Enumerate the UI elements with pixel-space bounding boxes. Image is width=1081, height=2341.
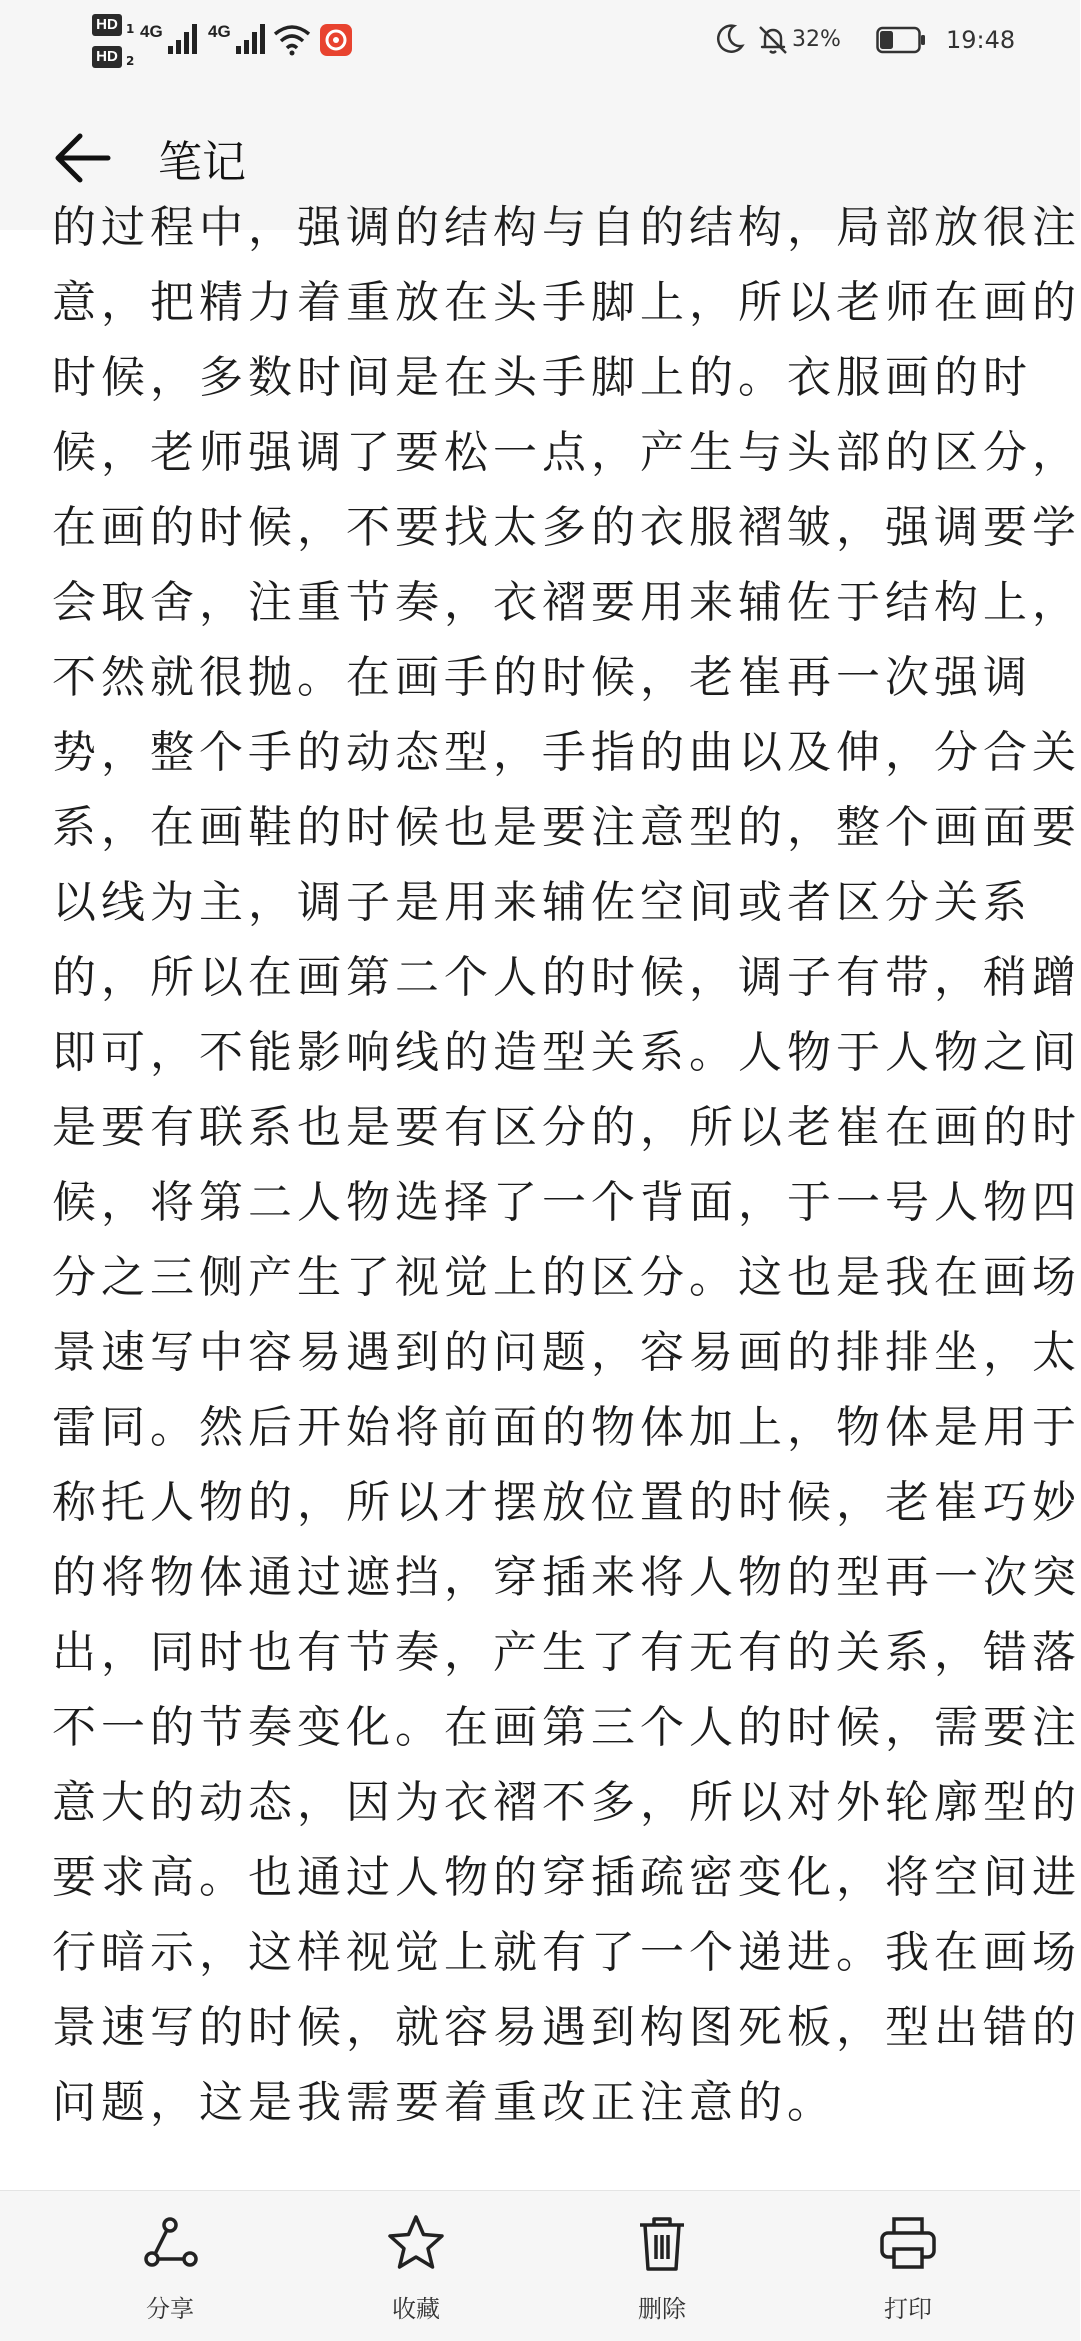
star-icon bbox=[384, 2211, 448, 2275]
signal-icon bbox=[234, 22, 268, 56]
back-arrow-icon bbox=[50, 126, 114, 190]
back-button[interactable] bbox=[50, 126, 114, 190]
print-label: 打印 bbox=[884, 2295, 932, 2323]
sim1-hd-badge: HD bbox=[92, 14, 122, 36]
note-line: 会取舍，注重节奏，衣褶要用来辅佐于结构上， bbox=[52, 577, 1081, 628]
note-line: 以线为主，调子是用来辅佐空间或者区分关系 bbox=[52, 877, 1032, 928]
note-line: 是要有联系也是要有区分的，所以老崔在画的时 bbox=[52, 1102, 1081, 1153]
note-line: 的过程中，强调的结构与自的结构，局部放很注 bbox=[52, 202, 1081, 253]
note-line: 时候，多数时间是在头手脚上的。衣服画的时 bbox=[52, 352, 1032, 403]
note-line: 势，整个手的动态型，手指的曲以及伸，分合关 bbox=[52, 727, 1081, 778]
note-line: 不然就很抛。在画手的时候，老崔再一次强调 bbox=[52, 652, 1032, 703]
mute-icon bbox=[756, 23, 790, 57]
share-label: 分享 bbox=[146, 2295, 194, 2323]
note-content[interactable] bbox=[0, 202, 1081, 2190]
note-line: 意，把精力着重放在头手脚上，所以老师在画的 bbox=[52, 277, 1081, 328]
battery-icon bbox=[876, 25, 926, 55]
note-line: 称托人物的，所以才摆放位置的时候，老崔巧妙 bbox=[52, 1477, 1081, 1528]
wifi-icon bbox=[272, 22, 312, 56]
note-line: 系，在画鞋的时候也是要注意型的，整个画面要 bbox=[52, 802, 1081, 853]
share-icon bbox=[138, 2211, 202, 2275]
trash-icon bbox=[630, 2211, 694, 2275]
favorite-label: 收藏 bbox=[392, 2295, 440, 2323]
note-line: 景速写的时候，就容易遇到构图死板，型出错的 bbox=[52, 2002, 1081, 2053]
app-notification-icon bbox=[320, 24, 352, 56]
print-button[interactable] bbox=[828, 2211, 988, 2331]
share-button[interactable] bbox=[90, 2211, 250, 2331]
note-line: 即可，不能影响线的造型关系。人物于人物之间 bbox=[52, 1027, 1081, 1078]
note-line: 的，所以在画第二个人的时候，调子有带，稍蹭 bbox=[52, 952, 1081, 1003]
status-bar bbox=[0, 0, 1080, 80]
sim1-number: 1 bbox=[126, 22, 135, 36]
clock: 19:48 bbox=[946, 26, 1016, 54]
note-line: 行暗示，这样视觉上就有了一个递进。我在画场 bbox=[52, 1927, 1081, 1978]
favorite-button[interactable] bbox=[336, 2211, 496, 2331]
note-line: 在画的时候，不要找太多的衣服褶皱，强调要学 bbox=[52, 502, 1081, 553]
delete-button[interactable] bbox=[582, 2211, 742, 2331]
delete-label: 删除 bbox=[638, 2295, 686, 2323]
signal-icon bbox=[166, 22, 200, 56]
note-text bbox=[52, 190, 1081, 2140]
note-line: 问题，这是我需要着重改正注意的。 bbox=[52, 2077, 836, 2128]
note-line: 意大的动态，因为衣褶不多，所以对外轮廓型的 bbox=[52, 1777, 1081, 1828]
sim1-network-type: 4G bbox=[140, 22, 163, 41]
note-line: 的将物体通过遮挡，穿插来将人物的型再一次突 bbox=[52, 1552, 1081, 1603]
bottom-action-bar bbox=[0, 2190, 1080, 2341]
moon-icon bbox=[712, 22, 746, 56]
sim2-number: 2 bbox=[126, 54, 135, 68]
note-line: 不一的节奏变化。在画第三个人的时候，需要注 bbox=[52, 1702, 1081, 1753]
printer-icon bbox=[876, 2211, 940, 2275]
battery-percent: 32% bbox=[792, 27, 841, 52]
sim2-network-type: 4G bbox=[208, 22, 231, 41]
note-line: 景速写中容易遇到的问题，容易画的排排坐，太 bbox=[52, 1327, 1081, 1378]
note-line: 雷同。然后开始将前面的物体加上，物体是用于 bbox=[52, 1402, 1081, 1453]
page-title: 笔记 bbox=[158, 137, 246, 188]
sim2-hd-badge: HD bbox=[92, 46, 122, 68]
note-line: 候，将第二人物选择了一个背面，于一号人物四 bbox=[52, 1177, 1081, 1228]
note-line: 候，老师强调了要松一点，产生与头部的区分， bbox=[52, 427, 1081, 478]
note-line: 出，同时也有节奏，产生了有无有的关系，错落 bbox=[52, 1627, 1081, 1678]
note-line: 分之三侧产生了视觉上的区分。这也是我在画场 bbox=[52, 1252, 1081, 1303]
note-line: 要求高。也通过人物的穿插疏密变化，将空间进 bbox=[52, 1852, 1081, 1903]
